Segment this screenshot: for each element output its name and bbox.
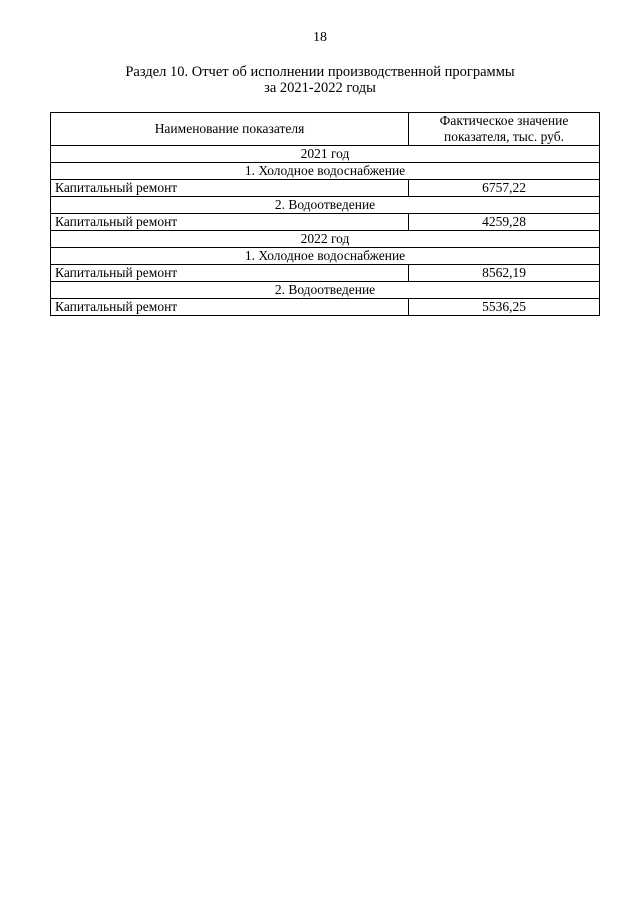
group-title: 1. Холодное водоснабжение	[51, 163, 600, 180]
table-row	[51, 180, 600, 197]
row-value: 8562,19	[409, 265, 600, 282]
group-row	[51, 248, 600, 265]
section-title-line2: за 2021-2022 годы	[264, 80, 376, 96]
row-name: Капитальный ремонт	[51, 180, 409, 197]
year-row	[51, 146, 600, 163]
group-row	[51, 163, 600, 180]
year-label: 2022 год	[51, 231, 600, 248]
row-value: 4259,28	[409, 214, 600, 231]
header-name: Наименование показателя	[51, 113, 409, 146]
table-header-row	[51, 113, 600, 146]
group-row	[51, 197, 600, 214]
group-title: 1. Холодное водоснабжение	[51, 248, 600, 265]
section-title-line1: Раздел 10. Отчет об исполнении производственной программы	[125, 64, 515, 80]
header-value-line1: Фактическое значение	[439, 113, 569, 128]
page-number: 18	[313, 30, 327, 45]
group-title: 2. Водоотведение	[51, 282, 600, 299]
row-name: Капитальный ремонт	[51, 214, 409, 231]
report-table	[50, 112, 600, 316]
header-value-line2: показателя, тыс. руб.	[444, 129, 564, 144]
group-row	[51, 282, 600, 299]
group-title: 2. Водоотведение	[51, 197, 600, 214]
year-label: 2021 год	[51, 146, 600, 163]
row-value: 5536,25	[409, 299, 600, 316]
table-row	[51, 299, 600, 316]
table-row	[51, 265, 600, 282]
table-row	[51, 214, 600, 231]
header-value	[409, 113, 600, 146]
row-name: Капитальный ремонт	[51, 265, 409, 282]
row-value: 6757,22	[409, 180, 600, 197]
section-title	[0, 64, 640, 96]
year-row	[51, 231, 600, 248]
row-name: Капитальный ремонт	[51, 299, 409, 316]
